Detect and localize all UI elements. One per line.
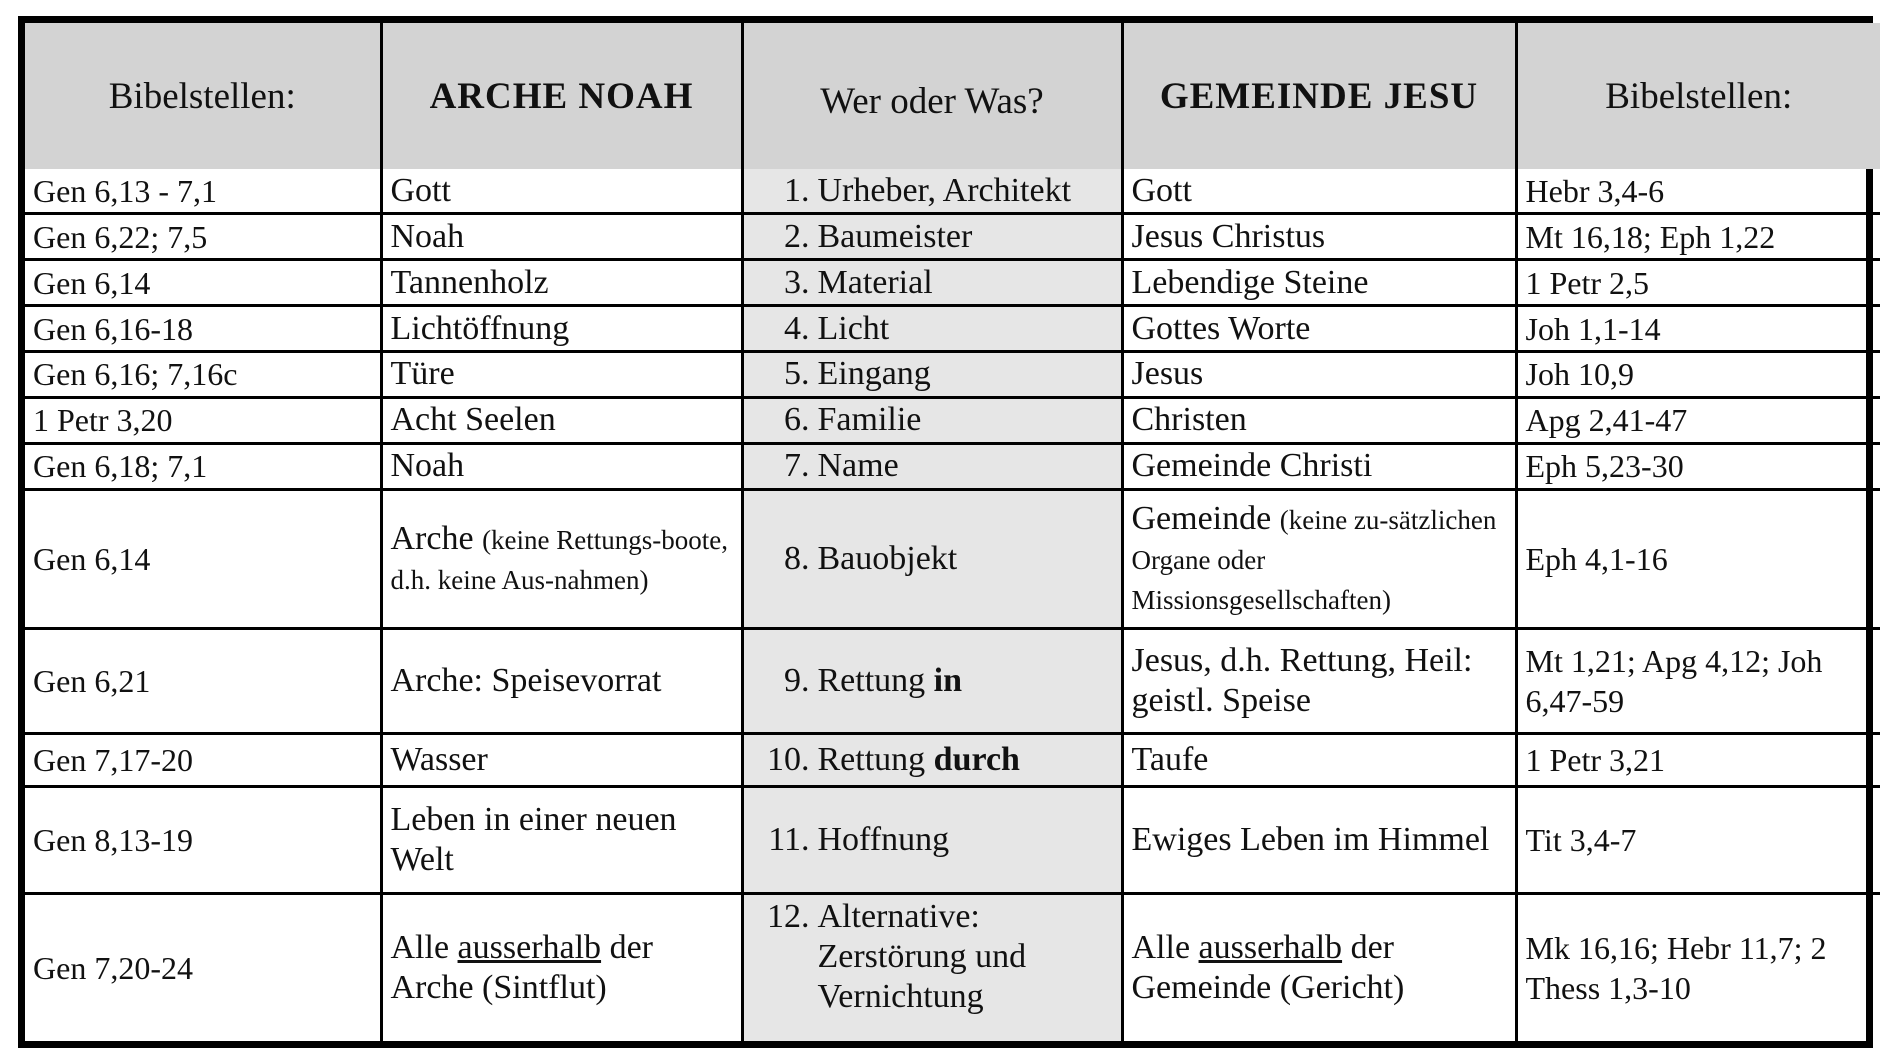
- item-number: 2.: [784, 217, 810, 255]
- gemeinde-cell: Ewiges Leben im Himmel: [1122, 787, 1516, 894]
- what-cell: [742, 306, 1122, 352]
- item-number: 9.: [784, 662, 810, 700]
- arche-note: (keine Rettungs-boote, d.h. keine Aus-nahmen): [390, 525, 729, 596]
- item-label: Name: [817, 447, 899, 485]
- header-wer-oder-was: Wer oder Was?: [742, 23, 1122, 169]
- comparison-table-frame: [18, 16, 1873, 1048]
- what-cell: [742, 787, 1122, 894]
- table-row: [25, 260, 1880, 306]
- arche-cell: [381, 489, 742, 629]
- ref-left-cell: Gen 6,14: [25, 489, 381, 629]
- what-cell: [742, 351, 1122, 397]
- arche-cell: Arche: Speisevorrat: [381, 629, 742, 734]
- arche-cell: Acht Seelen: [381, 397, 742, 443]
- ref-left-cell: Gen 7,20-24: [25, 894, 381, 1041]
- item-label-bold: in: [933, 662, 963, 700]
- ref-right-cell: Mk 16,16; Hebr 11,7; 2 Thess 1,3-10: [1516, 894, 1880, 1041]
- ref-left-cell: Gen 8,13-19: [25, 787, 381, 894]
- gemeinde-cell: Christen: [1122, 397, 1516, 443]
- table-row: [25, 443, 1880, 489]
- arche-cell: Noah: [381, 214, 742, 260]
- gemeinde-post: der Gemeinde (Gericht): [1131, 929, 1405, 1007]
- item-label: Rettung: [817, 741, 926, 779]
- gemeinde-cell: Jesus: [1122, 351, 1516, 397]
- header-gemeinde-jesu: GEMEINDE JESU: [1122, 23, 1516, 169]
- item-label: Material: [817, 263, 933, 301]
- item-label: Rettung: [817, 662, 926, 700]
- what-cell: [742, 443, 1122, 489]
- item-number: 1.: [784, 171, 810, 209]
- ref-left-cell: Gen 6,16-18: [25, 306, 381, 352]
- gemeinde-cell: Gemeinde Christi: [1122, 443, 1516, 489]
- table-row: [25, 351, 1880, 397]
- arche-pre: Alle: [390, 929, 450, 967]
- item-number: 8.: [784, 540, 810, 578]
- arche-cell: Tannenholz: [381, 260, 742, 306]
- ref-left-cell: Gen 6,16; 7,16c: [25, 351, 381, 397]
- item-label: Eingang: [817, 355, 931, 393]
- header-row: [25, 23, 1880, 169]
- table-row: [25, 306, 1880, 352]
- header-bibelstellen-right: Bibelstellen:: [1516, 23, 1880, 169]
- ref-right-cell: Tit 3,4-7: [1516, 787, 1880, 894]
- gemeinde-cell: Gott: [1122, 169, 1516, 214]
- arche-term: Arche: [390, 520, 474, 558]
- what-cell: [742, 629, 1122, 734]
- multi-line-item: [750, 897, 1113, 1017]
- ref-right-cell: 1 Petr 2,5: [1516, 260, 1880, 306]
- item-number: 4.: [784, 309, 810, 347]
- what-cell: [742, 489, 1122, 629]
- item-number: 3.: [784, 263, 810, 301]
- arche-cell: Leben in einer neuen Welt: [381, 787, 742, 894]
- what-cell: [742, 260, 1122, 306]
- item-label: Hoffnung: [817, 821, 950, 859]
- item-label-bold: durch: [933, 741, 1020, 779]
- item-number: 6.: [784, 401, 810, 439]
- gemeinde-cell: Jesus, d.h. Rettung, Heil: geistl. Speise: [1122, 629, 1516, 734]
- header-bibelstellen-left: Bibelstellen:: [25, 23, 381, 169]
- arche-cell: Noah: [381, 443, 742, 489]
- ref-left-cell: Gen 6,21: [25, 629, 381, 734]
- gemeinde-cell: [1122, 489, 1516, 629]
- ref-left-cell: 1 Petr 3,20: [25, 397, 381, 443]
- item-number: 12.: [767, 898, 810, 936]
- arche-cell: [381, 894, 742, 1041]
- item-label: Alternative: Zerstörung und Vernichtung: [817, 898, 1027, 1016]
- comparison-table: [25, 23, 1880, 1041]
- gemeinde-underlined: ausserhalb: [1198, 929, 1343, 967]
- item-number: 10.: [767, 741, 810, 779]
- gemeinde-cell: Lebendige Steine: [1122, 260, 1516, 306]
- gemeinde-cell: Taufe: [1122, 734, 1516, 787]
- table-row: [25, 734, 1880, 787]
- ref-right-cell: 1 Petr 3,21: [1516, 734, 1880, 787]
- ref-right-cell: Eph 4,1-16: [1516, 489, 1880, 629]
- arche-cell: Gott: [381, 169, 742, 214]
- table-row: [25, 894, 1880, 1041]
- what-cell: [742, 734, 1122, 787]
- item-number: 5.: [784, 355, 810, 393]
- what-cell: [742, 397, 1122, 443]
- ref-left-cell: Gen 6,13 - 7,1: [25, 169, 381, 214]
- ref-right-cell: Mt 16,18; Eph 1,22: [1516, 214, 1880, 260]
- arche-post: der Arche (Sintflut): [390, 929, 653, 1007]
- item-number: 7.: [784, 447, 810, 485]
- arche-underlined: ausserhalb: [457, 929, 602, 967]
- item-label: Familie: [817, 401, 922, 439]
- what-cell: [742, 894, 1122, 1041]
- what-cell: [742, 214, 1122, 260]
- table-row: [25, 169, 1880, 214]
- arche-cell: Lichtöffnung: [381, 306, 742, 352]
- ref-right-cell: Mt 1,21; Apg 4,12; Joh 6,47-59: [1516, 629, 1880, 734]
- item-label: Bauobjekt: [817, 540, 958, 578]
- table-row: [25, 397, 1880, 443]
- ref-right-cell: Joh 1,1-14: [1516, 306, 1880, 352]
- arche-cell: Wasser: [381, 734, 742, 787]
- gemeinde-note: (keine zu-sätzlichen Organe oder Missionsgesellschaften): [1131, 505, 1497, 616]
- arche-cell: Türe: [381, 351, 742, 397]
- gemeinde-cell: Gottes Worte: [1122, 306, 1516, 352]
- header-arche-noah: ARCHE NOAH: [381, 23, 742, 169]
- item-label: Urheber, Architekt: [817, 171, 1072, 209]
- table-row: [25, 214, 1880, 260]
- gemeinde-pre: Alle: [1131, 929, 1191, 967]
- gemeinde-cell: [1122, 894, 1516, 1041]
- table-row: [25, 787, 1880, 894]
- item-label: Baumeister: [817, 217, 973, 255]
- table-row: [25, 489, 1880, 629]
- ref-right-cell: Apg 2,41-47: [1516, 397, 1880, 443]
- ref-left-cell: Gen 6,22; 7,5: [25, 214, 381, 260]
- ref-right-cell: Hebr 3,4-6: [1516, 169, 1880, 214]
- item-label: Licht: [817, 309, 890, 347]
- gemeinde-term: Gemeinde: [1131, 500, 1272, 538]
- ref-left-cell: Gen 7,17-20: [25, 734, 381, 787]
- item-number: 11.: [768, 821, 810, 859]
- gemeinde-cell: Jesus Christus: [1122, 214, 1516, 260]
- ref-left-cell: Gen 6,18; 7,1: [25, 443, 381, 489]
- table-row: [25, 629, 1880, 734]
- ref-left-cell: Gen 6,14: [25, 260, 381, 306]
- ref-right-cell: Joh 10,9: [1516, 351, 1880, 397]
- what-cell: [742, 169, 1122, 214]
- ref-right-cell: Eph 5,23-30: [1516, 443, 1880, 489]
